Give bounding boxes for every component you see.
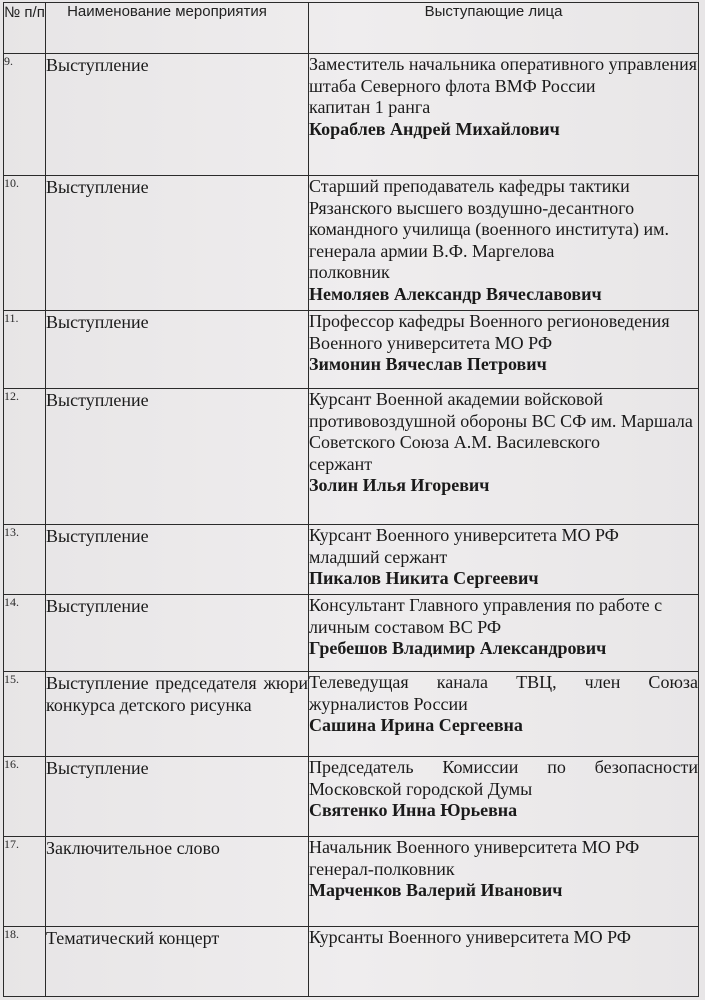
speaker-cell (309, 595, 699, 672)
speaker-position: Председатель Комиссии по безопасности Московской городской Думы (309, 757, 698, 799)
speaker-cell (309, 757, 699, 837)
table-row (4, 595, 699, 672)
table-row (4, 525, 699, 595)
event-name: Выступление (46, 311, 309, 389)
speaker-position: Телеведущая канала ТВЦ, член Союза журналистов России (309, 672, 698, 714)
row-number: 11. (4, 311, 46, 389)
row-number: 10. (4, 176, 46, 311)
table-row (4, 672, 699, 757)
row-number: 16. (4, 757, 46, 837)
speaker-name: Пикалов Никита Сергеевич (309, 568, 539, 589)
event-name: Выступление (46, 389, 309, 525)
event-name: Выступление (46, 54, 309, 176)
speaker-cell (309, 525, 699, 595)
event-name: Выступление (46, 757, 309, 837)
speaker-name: Гребешов Владимир Александрович (309, 638, 607, 659)
speaker-name: Зимонин Вячеслав Петрович (309, 354, 547, 375)
row-number: 12. (4, 389, 46, 525)
row-number: 13. (4, 525, 46, 595)
speaker-position: Курсанты Военного университета МО РФ (309, 927, 631, 947)
speaker-name: Сашина Ирина Сергеевна (309, 715, 523, 736)
speaker-name: Марченков Валерий Иванович (309, 880, 563, 901)
speaker-position: Консультант Главного управления по работе с личным составом ВС РФ (309, 595, 663, 637)
speaker-cell (309, 54, 699, 176)
header-event-name: Наименование мероприятия (46, 3, 309, 54)
row-number: 9. (4, 54, 46, 176)
speaker-name: Святенко Инна Юрьевна (309, 800, 518, 821)
event-name: Выступление (46, 525, 309, 595)
table-row (4, 176, 699, 311)
speaker-cell (309, 927, 699, 997)
event-name: Тематический концерт (46, 927, 309, 997)
speaker-rank: полковник (309, 262, 390, 283)
row-number: 18. (4, 927, 46, 997)
table-header-row (4, 3, 699, 54)
speaker-cell (309, 311, 699, 389)
speaker-rank: младший сержант (309, 546, 448, 567)
event-name: Выступление (46, 176, 309, 311)
table-row (4, 54, 699, 176)
event-name: Заключительное слово (46, 837, 309, 927)
table-row (4, 389, 699, 525)
speaker-rank: сержант (309, 453, 373, 474)
table-row (4, 837, 699, 927)
speaker-name: Кораблев Андрей Михайлович (309, 118, 560, 139)
speaker-name: Золин Илья Игоревич (309, 475, 490, 496)
speaker-position: Курсант Военной академии войсковой противовоздушной обороны ВС СФ им. Маршала Советского Союза А.М. Василевского (309, 389, 693, 453)
header-number: № п/п (4, 3, 46, 54)
table-row (4, 757, 699, 837)
speaker-position: Курсант Военного университета МО РФ (309, 525, 619, 545)
speaker-cell (309, 837, 699, 927)
speaker-name: Немоляев Александр Вячеславович (309, 283, 602, 304)
speaker-cell (309, 176, 699, 311)
speaker-position: Старший преподаватель кафедры тактики Рязанского высшего воздушно-десантного командного училища (военного института) им. генерала армии В.Ф. Маргелова (309, 176, 670, 261)
speaker-rank: генерал-полковник (309, 858, 455, 879)
speaker-position: Профессор кафедры Военного регионоведения Военного университета МО РФ (309, 311, 670, 353)
row-number: 15. (4, 672, 46, 757)
row-number: 17. (4, 837, 46, 927)
speaker-rank: капитан 1 ранга (309, 97, 431, 118)
event-name: Выступление председателя жюри конкурса детского рисунка (46, 672, 309, 757)
speaker-cell (309, 672, 699, 757)
header-speakers: Выступающие лица (309, 3, 699, 54)
table-row (4, 927, 699, 997)
row-number: 14. (4, 595, 46, 672)
table-row (4, 311, 699, 389)
speaker-position: Начальник Военного университета МО РФ (309, 837, 640, 857)
event-name: Выступление (46, 595, 309, 672)
event-schedule-table (3, 2, 699, 997)
speaker-position: Заместитель начальника оперативного управления штаба Северного флота ВМФ России (309, 54, 698, 96)
speaker-cell (309, 389, 699, 525)
